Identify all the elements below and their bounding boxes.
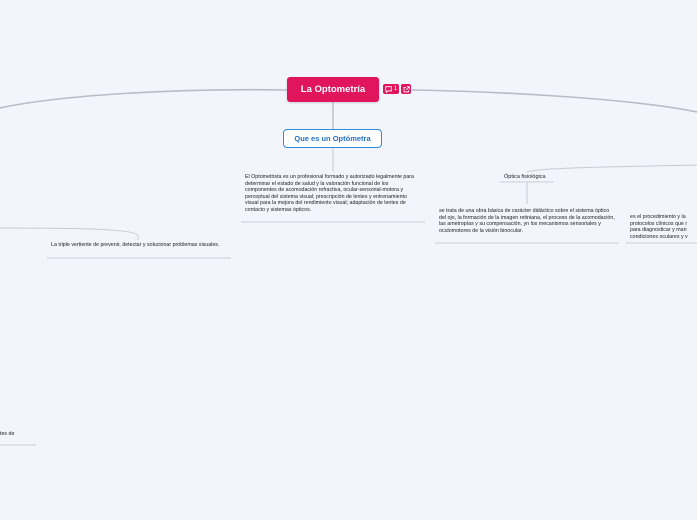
- optica-fisiologica-text[interactable]: se trata de una obra básica de carácter didáctico sobre el sistema óptico del ojo, la formación de la imagen retiniana, el proceso de la acomodación, las ametropías y su compensación, yn los mecanismos sensoriales y oculomotores de la visión binocular.: [439, 208, 615, 234]
- optica-fisiologica-label[interactable]: Óptica fisiológica: [504, 174, 546, 180]
- comments-badge[interactable]: [383, 84, 399, 94]
- optometrist-definition[interactable]: El Optometrista es un profesional formado y autorizado legalmente para determinar el estado de salud y la valoración funcional de los componentes de acomodación refractiva, ocular-sensorial-motora y perceptual del sistema visual; prescripción de lentes y entrenamiento visual para la mejora del rendimiento visual; adaptación de lentes de contacto y sistemas ópticos.: [245, 174, 415, 213]
- external-link-button[interactable]: [401, 84, 411, 94]
- root-node[interactable]: [287, 77, 379, 102]
- connector-root-left: [0, 90, 287, 108]
- procedure-text[interactable]: es el procedimiento y la protocolos clínicos que r para diagnosticar y man condiciones oculares y v: [630, 214, 688, 240]
- subtopic-label: Que es un Optómetra: [294, 134, 371, 143]
- comment-icon: [385, 86, 392, 93]
- connector-root-right: [412, 90, 697, 112]
- connector-left-branch: [0, 228, 138, 240]
- root-title: La Optometría: [300, 84, 366, 95]
- connector-right-optics: [527, 165, 697, 172]
- triple-vertiente-text[interactable]: La triple vertiente de prevenir, detectar y solucionar problemas visuales.: [51, 242, 220, 248]
- comment-count: 1: [393, 86, 398, 92]
- external-link-icon: [403, 86, 410, 93]
- subtopic-que-es-optometra[interactable]: [283, 129, 382, 148]
- partial-left-text[interactable]: tes de: [0, 431, 15, 437]
